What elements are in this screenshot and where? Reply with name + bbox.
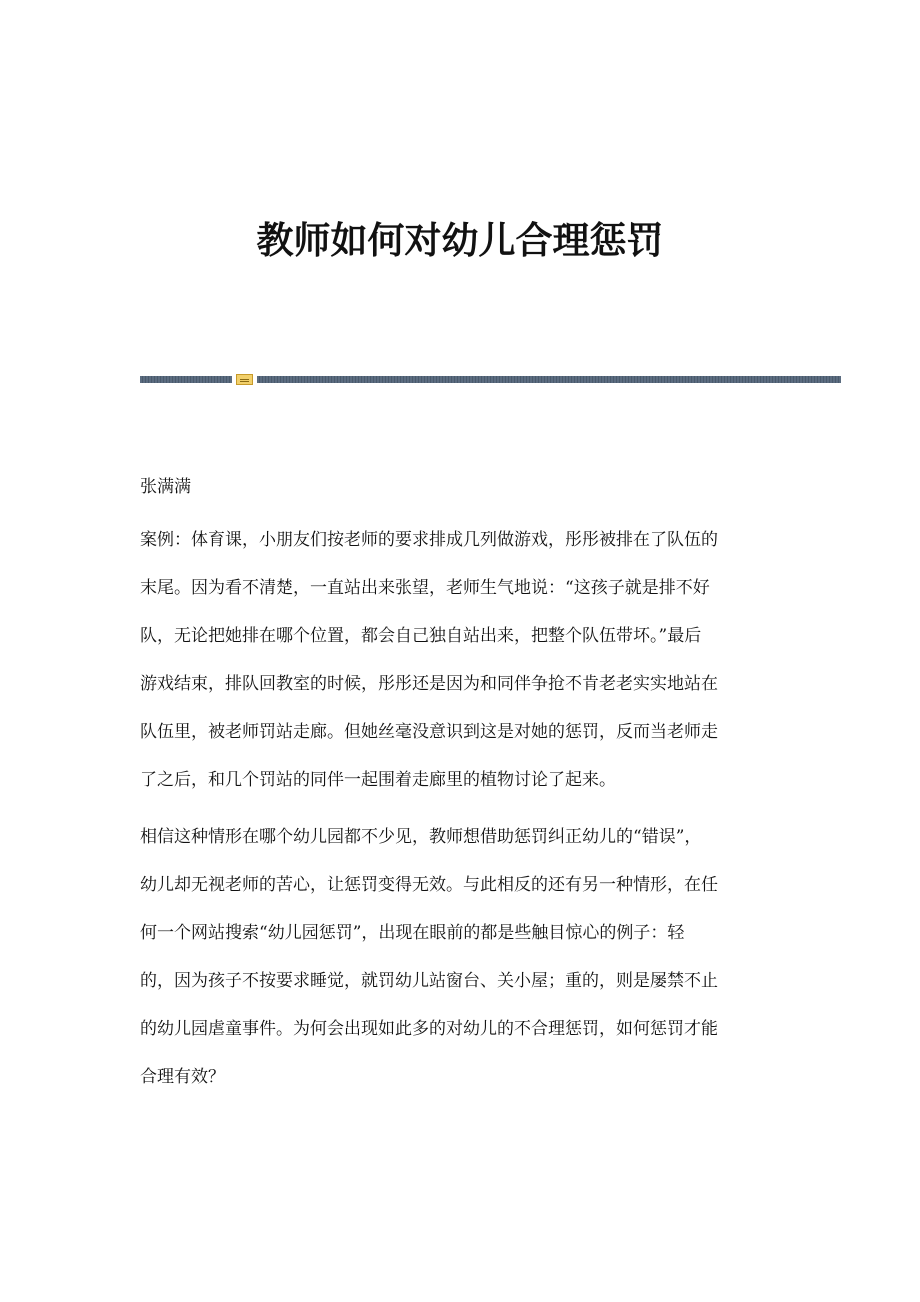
author-name: 张满满: [140, 477, 191, 497]
paragraph-line: 了之后，和几个罚站的同伴一起围着走廊里的植物讨论了起来。: [140, 770, 616, 790]
paragraph-line: 何一个网站搜索“幼儿园惩罚”，出现在眼前的都是些触目惊心的例子：轻: [140, 923, 685, 943]
document-title: 教师如何对幼儿合理惩罚: [256, 218, 664, 262]
paragraph-discussion: [140, 813, 772, 1101]
divider-ornament-icon: [236, 374, 253, 385]
paragraph-line: 游戏结束，排队回教室的时候，彤彤还是因为和同伴争抢不肯老老实实地站在: [140, 674, 718, 694]
paragraph-line: 案例：体育课，小朋友们按老师的要求排成几列做游戏，彤彤被排在了队伍的: [140, 530, 718, 550]
paragraph-line: 的幼儿园虐童事件。为何会出现如此多的对幼儿的不合理惩罚，如何惩罚才能: [140, 1019, 718, 1039]
paragraph-line: 的，因为孩子不按要求睡觉，就罚幼儿站窗台、关小屋；重的，则是屡禁不止: [140, 971, 718, 991]
title-divider: [140, 374, 841, 386]
paragraph-line: 末尾。因为看不清楚，一直站出来张望，老师生气地说：“这孩子就是排不好: [140, 578, 710, 598]
paragraph-line: 幼儿却无视老师的苦心，让惩罚变得无效。与此相反的还有另一种情形，在任: [140, 875, 718, 895]
divider-bar-left: [140, 376, 232, 383]
divider-bar-right: [257, 376, 841, 383]
paragraph-line: 队伍里，被老师罚站走廊。但她丝毫没意识到这是对她的惩罚，反而当老师走: [140, 722, 718, 742]
paragraph-line: 合理有效？: [140, 1067, 225, 1087]
paragraph-line: 相信这种情形在哪个幼儿园都不少见，教师想借助惩罚纠正幼儿的“错误”，: [140, 827, 702, 847]
paragraph-case: [140, 516, 772, 804]
paragraph-line: 队，无论把她排在哪个位置，都会自己独自站出来，把整个队伍带坏。”最后: [140, 626, 702, 646]
